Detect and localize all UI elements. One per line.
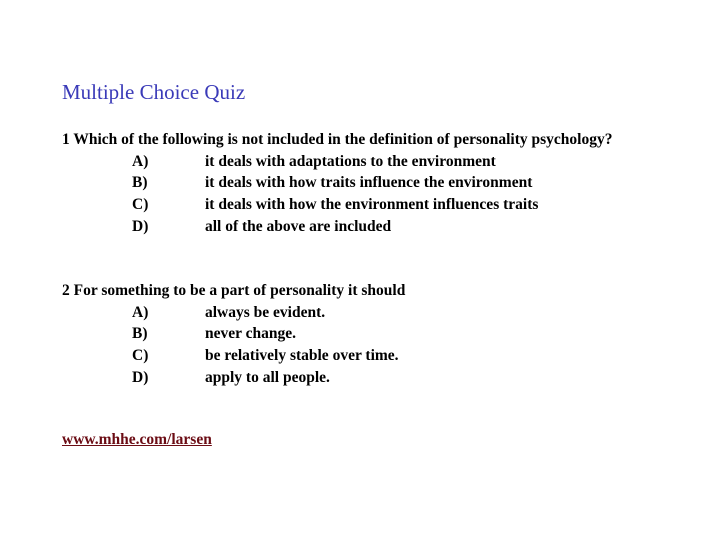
option-text: always be evident. xyxy=(205,303,326,321)
option-text: all of the above are included xyxy=(205,217,392,235)
option-b xyxy=(62,172,622,194)
option-text: it deals with adaptations to the environment xyxy=(205,152,496,170)
option-letter: C) xyxy=(132,347,149,365)
option-a xyxy=(62,302,622,324)
option-text: apply to all people. xyxy=(205,368,330,386)
option-c xyxy=(62,194,622,216)
option-text: it deals with how the environment influences traits xyxy=(205,196,539,214)
option-letter: A) xyxy=(132,303,149,321)
option-text: never change. xyxy=(205,325,296,343)
option-letter: B) xyxy=(132,174,148,192)
option-text: it deals with how traits influence the environment xyxy=(205,174,533,192)
option-b xyxy=(62,323,622,345)
option-letter: D) xyxy=(132,217,149,235)
website-link[interactable]: www.mhhe.com/larsen xyxy=(62,431,212,448)
option-letter: B) xyxy=(132,325,148,343)
question-1 xyxy=(62,129,622,237)
option-letter: A) xyxy=(132,152,149,170)
question-text: 1 Which of the following is not included in the definition of personality psychology? xyxy=(62,131,613,148)
option-d xyxy=(62,367,622,389)
question-text: 2 For something to be a part of personality it should xyxy=(62,282,406,299)
option-c xyxy=(62,345,622,367)
quiz-title: Multiple Choice Quiz xyxy=(62,80,246,104)
option-text: be relatively stable over time. xyxy=(205,347,399,365)
option-d xyxy=(62,216,622,238)
option-a xyxy=(62,151,622,173)
option-letter: D) xyxy=(132,368,149,386)
question-2 xyxy=(62,280,622,388)
option-letter: C) xyxy=(132,196,149,214)
